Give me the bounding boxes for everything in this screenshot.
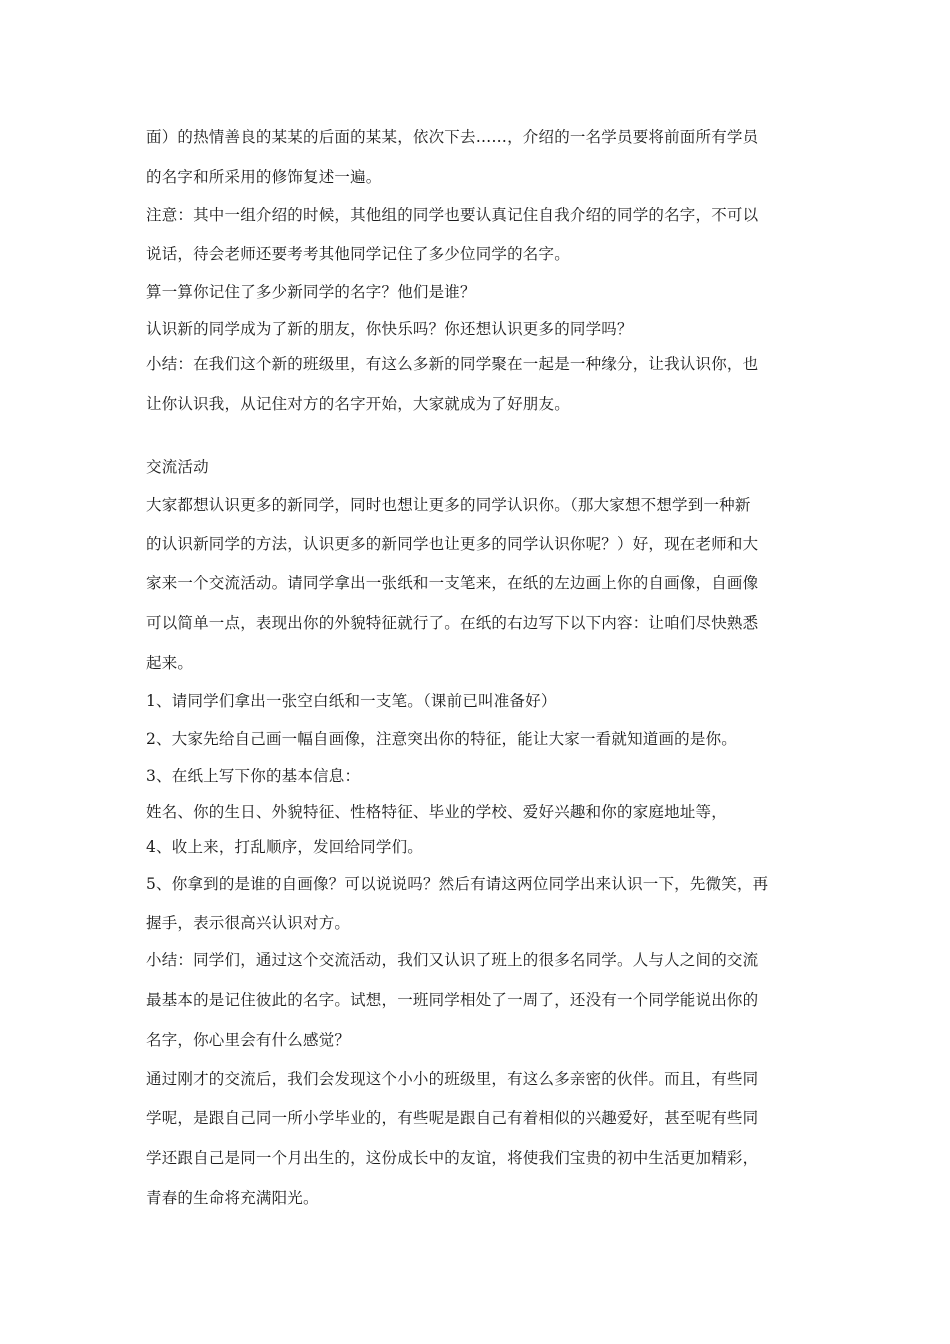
note-line: 注意：其中一组介绍的时候，其他组的同学也要认真记住自我介绍的同学的名字，不可以 bbox=[146, 206, 759, 224]
paragraph-line: 家来一个交流活动。请同学拿出一张纸和一支笔来，在纸的左边画上你的自画像，自画像 bbox=[146, 574, 759, 592]
list-item: 4、收上来，打乱顺序，发回给同学们。 bbox=[146, 838, 423, 856]
paragraph-line: 通过刚才的交流后，我们会发现这个小小的班级里，有这么多亲密的伙伴。而且，有些同 bbox=[146, 1070, 759, 1088]
summary-line: 小结：在我们这个新的班级里，有这么多新的同学聚在一起是一种缘分，让我认识你，也 bbox=[146, 355, 759, 373]
section-heading: 交流活动 bbox=[146, 458, 209, 476]
summary-line: 名字，你心里会有什么感觉？ bbox=[146, 1031, 351, 1049]
summary-line: 让你认识我，从记住对方的名字开始，大家就成为了好朋友。 bbox=[146, 395, 570, 413]
summary-line: 最基本的是记住彼此的名字。试想，一班同学相处了一周了，还没有一个同学能说出你的 bbox=[146, 991, 759, 1009]
paragraph-line: 青春的生命将充满阳光。 bbox=[146, 1189, 319, 1207]
list-item: 3、在纸上写下你的基本信息： bbox=[146, 767, 361, 785]
paragraph-line: 的认识新同学的方法，认识更多的新同学也让更多的同学认识你呢？）好，现在老师和大 bbox=[146, 535, 759, 553]
paragraph-line: 可以简单一点，表现出你的外貌特征就行了。在纸的右边写下以下内容：让咱们尽快熟悉 bbox=[146, 614, 759, 632]
note-line: 说话，待会老师还要考考其他同学记住了多少位同学的名字。 bbox=[146, 245, 570, 263]
list-item: 2、大家先给自己画一幅自画像，注意突出你的特征，能让大家一看就知道画的是你。 bbox=[146, 730, 737, 748]
paragraph-line: 大家都想认识更多的新同学，同时也想让更多的同学认识你。（那大家想不想学到一种新 bbox=[146, 496, 751, 514]
list-item: 1、请同学们拿出一张空白纸和一支笔。（课前已叫准备好） bbox=[146, 692, 557, 710]
paragraph-line: 面）的热情善良的某某的后面的某某，依次下去……，介绍的一名学员要将前面所有学员 bbox=[146, 128, 759, 146]
list-item: 5、你拿到的是谁的自画像？可以说说吗？然后有请这两位同学出来认识一下，先微笑，再 bbox=[146, 875, 769, 893]
paragraph-line: 认识新的同学成为了新的朋友，你快乐吗？你还想认识更多的同学吗？ bbox=[146, 320, 633, 338]
paragraph-line: 起来。 bbox=[146, 654, 194, 672]
paragraph-line: 学还跟自己是同一个月出生的，这份成长中的友谊，将使我们宝贵的初中生活更加精彩， bbox=[146, 1149, 759, 1167]
paragraph-line: 算一算你记住了多少新同学的名字？他们是谁？ bbox=[146, 283, 476, 301]
paragraph-line: 的名字和所采用的修饰复述一遍。 bbox=[146, 168, 382, 186]
summary-line: 小结：同学们，通过这个交流活动，我们又认识了班上的很多名同学。人与人之间的交流 bbox=[146, 951, 759, 969]
list-item: 握手，表示很高兴认识对方。 bbox=[146, 914, 351, 932]
list-item-detail: 姓名、你的生日、外貌特征、性格特征、毕业的学校、爱好兴趣和你的家庭地址等， bbox=[146, 803, 727, 821]
paragraph-line: 学呢，是跟自己同一所小学毕业的，有些呢是跟自己有着相似的兴趣爱好，甚至呢有些同 bbox=[146, 1109, 759, 1127]
